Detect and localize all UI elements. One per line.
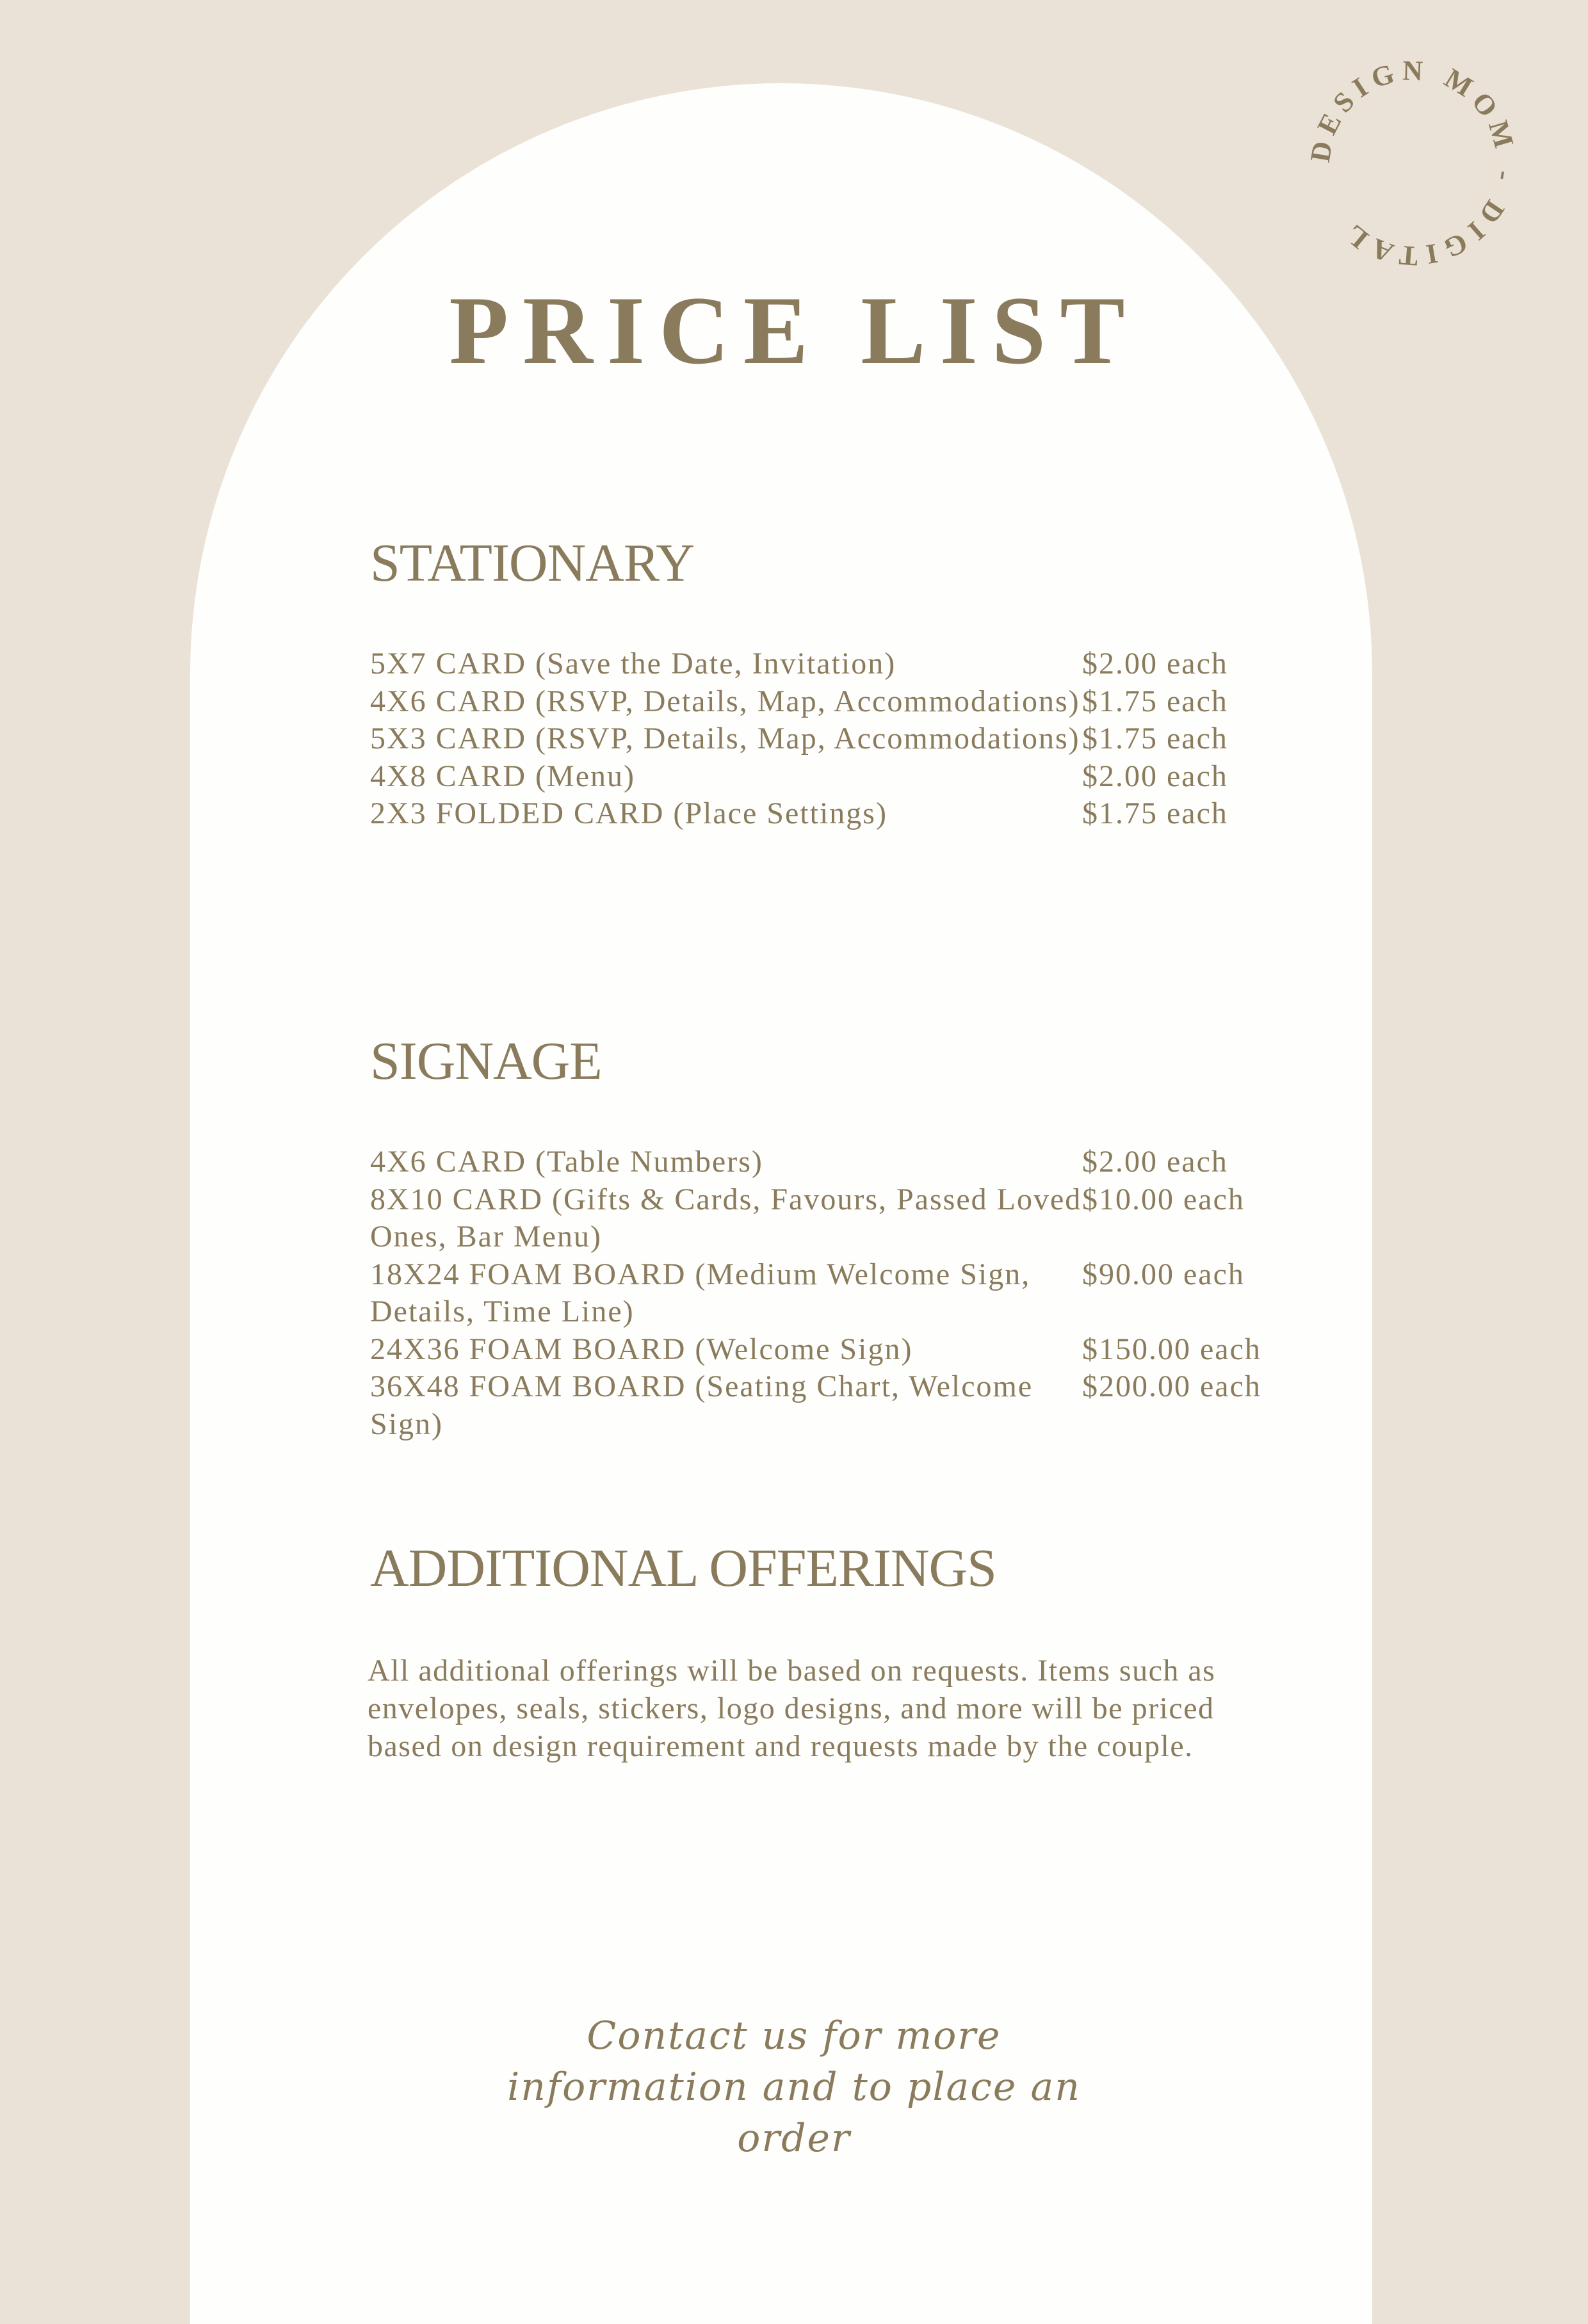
section-heading: STATIONARY xyxy=(370,533,694,593)
seal-text: DESIGN MOM - DIGITAL xyxy=(1304,54,1522,272)
list-item xyxy=(370,758,1331,796)
section-heading: SIGNAGE xyxy=(370,1031,602,1091)
list-item xyxy=(370,1256,1331,1331)
item-name: 8X10 CARD (Gifts & Cards, Favours, Passed Loved Ones, Bar Menu) xyxy=(370,1182,1082,1254)
item-price: $2.00 each xyxy=(1082,759,1228,793)
item-name: 4X6 CARD (RSVP, Details, Map, Accommodations) xyxy=(370,684,1080,718)
price-items xyxy=(370,1143,1331,1443)
item-price: $2.00 each xyxy=(1082,647,1228,681)
item-name: 4X8 CARD (Menu) xyxy=(370,759,635,793)
price-items xyxy=(370,645,1331,833)
list-item xyxy=(370,795,1331,833)
brand-seal xyxy=(1302,52,1524,274)
additional-offerings-text: All additional offerings will be based on requests. Items such as envelopes, seals, stickers, logo designs, and more will be priced based on design requirement and requests made by the couple. xyxy=(368,1654,1216,1763)
item-price: $1.75 each xyxy=(1082,796,1228,830)
item-price: $2.00 each xyxy=(1082,1145,1228,1179)
list-item xyxy=(370,1368,1331,1443)
item-price: $90.00 each xyxy=(1082,1257,1245,1291)
list-item xyxy=(370,645,1331,683)
item-name: 4X6 CARD (Table Numbers) xyxy=(370,1145,763,1179)
section-heading: ADDITIONAL OFFERINGS xyxy=(370,1538,996,1598)
list-item xyxy=(370,683,1331,721)
item-name: 5X7 CARD (Save the Date, Invitation) xyxy=(370,647,896,681)
list-item xyxy=(370,1143,1331,1181)
additional-offerings-section xyxy=(368,1538,1331,1765)
list-item xyxy=(370,1181,1331,1256)
list-item xyxy=(370,1331,1331,1369)
item-name: 24X36 FOAM BOARD (Welcome Sign) xyxy=(370,1332,913,1366)
item-name: 18X24 FOAM BOARD (Medium Welcome Sign, Details, Time Line) xyxy=(370,1257,1031,1328)
item-name: 5X3 CARD (RSVP, Details, Map, Accommodations) xyxy=(370,722,1080,755)
contact-message: Contact us for more information and to place an order xyxy=(507,2013,1081,2161)
item-price: $10.00 each xyxy=(1082,1182,1245,1216)
list-item xyxy=(370,720,1331,758)
stationary-section xyxy=(370,533,1331,833)
item-price: $200.00 each xyxy=(1082,1369,1261,1403)
signage-section xyxy=(370,1031,1331,1443)
item-price: $1.75 each xyxy=(1082,684,1228,718)
page-title: PRICE LIST xyxy=(449,277,1139,384)
item-name: 2X3 FOLDED CARD (Place Settings) xyxy=(370,796,887,830)
item-price: $150.00 each xyxy=(1082,1332,1261,1366)
item-price: $1.75 each xyxy=(1082,722,1228,755)
item-name: 36X48 FOAM BOARD (Seating Chart, Welcome Sign) xyxy=(370,1369,1033,1441)
